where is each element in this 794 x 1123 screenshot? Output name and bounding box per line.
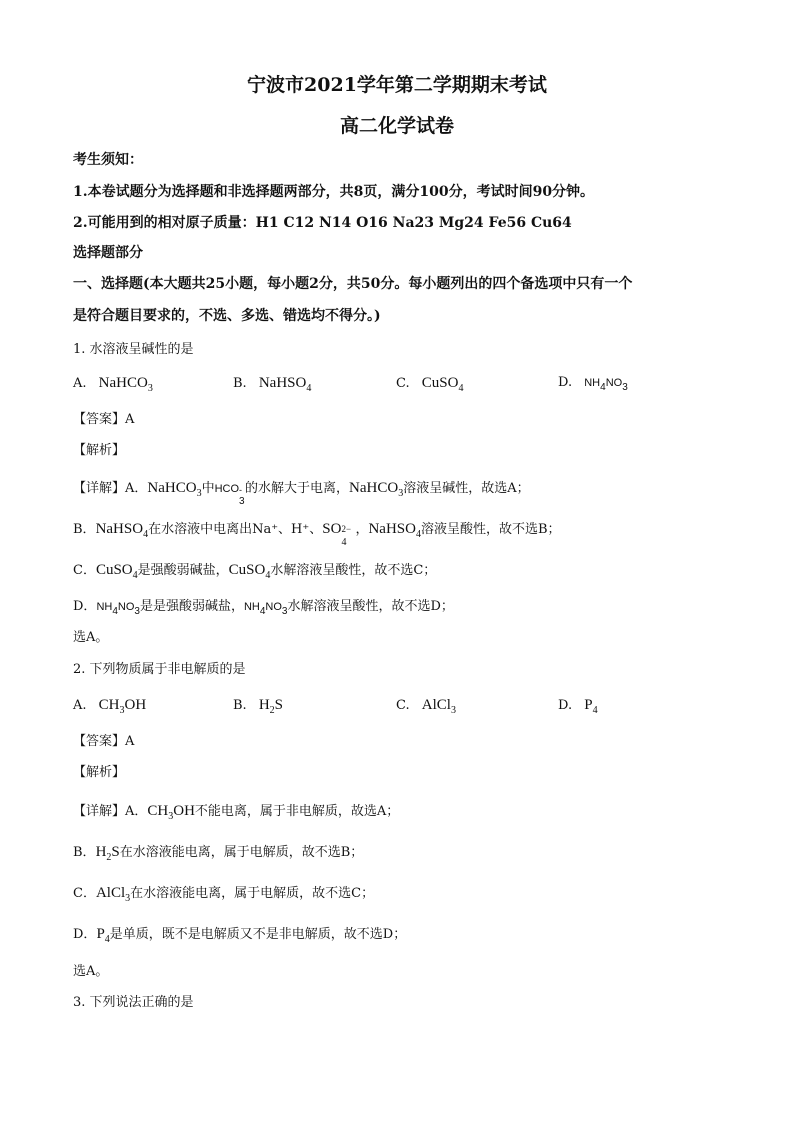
q2-a-tail: OH (124, 697, 147, 713)
q1-option-d (558, 373, 628, 393)
q1-c-base: CuSO (421, 375, 459, 391)
q2-detail-b (73, 842, 363, 863)
q2-detail-c (73, 883, 374, 904)
q1-conclusion: 选A。 (73, 630, 109, 645)
q1-db-f2 (368, 521, 421, 540)
q1-d-sub: 4 (600, 382, 606, 393)
q2-db-f-base: H (95, 844, 107, 860)
q2-da-prefix: 【详解】A． (73, 804, 148, 819)
q2-db-f-sub: 2 (106, 852, 112, 863)
q1-dd-f2 (243, 601, 288, 617)
q1-d-tail: NO (605, 377, 623, 389)
q2-option-a-formula (98, 697, 147, 716)
q2-option-a (73, 695, 146, 716)
q2-db-f-tail: S (111, 844, 120, 860)
q2-dd-f-sub: 4 (104, 934, 110, 945)
q1-db-f1-sub: 4 (143, 529, 149, 540)
exam-subtitle: 高二化学试卷 (339, 115, 454, 137)
q1-option-d-letter: D. (558, 375, 573, 390)
q1-db-mid1: 在水溶液中电离出Na⁺、H⁺、 (148, 522, 323, 537)
q2-da-f-tail: OH (173, 803, 195, 819)
q2-dc-f (95, 885, 131, 904)
q2-dc-f-sub: 3 (125, 893, 131, 904)
q1-dc-f1-sub: 4 (132, 570, 138, 581)
q1-da-f1-sub: 3 (196, 488, 202, 499)
q1-db-f1-base: NaHSO (95, 521, 144, 537)
q2-c-base: AlCl (421, 697, 451, 713)
q1-answer: 【答案】A (73, 412, 135, 427)
q2-option-a-letter: A. (73, 698, 87, 713)
q2-option-d-formula (584, 697, 598, 716)
q2-detail-d (73, 924, 406, 945)
q1-db-mid2: ， (355, 522, 369, 537)
question-2-stem: 2. 下列物质属于非电解质的是 (73, 662, 246, 677)
q1-a-base: NaHCO (98, 375, 148, 391)
q1-option-c-formula (421, 375, 464, 394)
q1-da-ion-base: HCO (214, 483, 240, 495)
q1-dd-f1-sub: 4 (112, 606, 118, 617)
q1-option-b-letter: B. (233, 376, 247, 391)
q2-dd-end: 是单质，既不是电解质又不是非电解质，故不选D； (109, 927, 407, 942)
q1-db-end: 溶液呈酸性，故不选B； (420, 522, 561, 537)
q2-d-sub: 4 (592, 705, 598, 716)
q2-a-base: CH (98, 697, 120, 713)
q2-da-f (147, 803, 195, 822)
q1-da-f1-base: NaHCO (147, 480, 197, 496)
q2-db-f (95, 844, 120, 863)
q1-dd-prefix: D． (73, 599, 97, 614)
q1-da-mid1: 中 (201, 481, 215, 496)
q1-b-base: NaHSO (258, 375, 307, 391)
q1-db-f1 (95, 521, 149, 540)
q1-option-a-formula (98, 375, 153, 394)
q1-da-f1 (147, 480, 202, 499)
q1-da-f2-base: NaHCO (349, 480, 399, 496)
q2-dd-f-base: P (96, 926, 105, 942)
q2-dd-f (96, 926, 110, 945)
q2-da-end: 不能电离，属于非电解质，故选A； (194, 804, 400, 819)
q2-option-d (558, 695, 598, 716)
q1-dc-f2-base: CuSO (228, 562, 266, 578)
q2-b-tail: S (274, 697, 284, 713)
question-3-stem: 3. 下列说法正确的是 (73, 995, 194, 1010)
q1-option-b-formula (258, 375, 312, 394)
q1-dd-f2-base: NH (243, 601, 260, 613)
exam-title: 宁波市2021学年第二学期期末考试 (247, 74, 547, 96)
q2-a-sub: 3 (119, 705, 125, 716)
q2-conclusion: 选A。 (73, 964, 109, 979)
q2-option-b (233, 695, 283, 716)
q1-detail-b (73, 519, 561, 548)
section-intro-line-2: 是符合题目要求的，不选、多选、错选均不得分。) (73, 308, 381, 324)
q2-option-b-letter: B. (233, 698, 247, 713)
q1-dc-prefix: C． (73, 563, 96, 578)
q2-option-c-formula (421, 697, 456, 716)
q2-da-f-base: CH (147, 803, 169, 819)
q1-dd-f1 (96, 601, 140, 617)
q1-da-mid2: 的水解大于电离， (245, 481, 350, 496)
q2-b-base: H (258, 697, 270, 713)
q1-dc-f2 (228, 562, 271, 581)
q1-db-prefix: B． (73, 522, 96, 537)
q1-b-sub: 4 (306, 383, 312, 394)
q1-detail-d (73, 597, 454, 617)
q1-dd-mid1: 是是强酸弱碱盐， (139, 599, 244, 614)
q1-db-ion-base: SO (322, 521, 342, 537)
q1-a-sub: 3 (147, 383, 153, 394)
q1-detail-a (73, 478, 530, 507)
q1-da-ion: HCO - 3 (214, 483, 245, 507)
q2-da-f-sub: 3 (168, 811, 174, 822)
notice-item-2: 2.可能用到的相对原子质量：H1 C12 N14 O16 Na23 Mg24 Fe56 Cu64 (73, 215, 572, 231)
q1-option-d-formula (584, 377, 628, 393)
q1-c-sub: 4 (458, 383, 464, 394)
q1-d-tail-sub: 3 (622, 382, 628, 393)
q2-option-d-letter: D. (558, 698, 573, 713)
q1-dd-f1-tail-sub: 3 (134, 606, 140, 617)
notice-heading: 考生须知： (73, 152, 143, 168)
q1-dd-f2-tail-sub: 3 (281, 606, 288, 617)
q2-c-sub: 3 (450, 705, 456, 716)
q1-option-c (396, 373, 463, 394)
q2-analysis-label: 【解析】 (73, 765, 126, 780)
q2-db-prefix: B． (73, 845, 96, 860)
q2-dc-f-base: AlCl (95, 885, 126, 901)
q1-dc-f2-sub: 4 (265, 570, 271, 581)
q1-db-f2-sub: 4 (415, 529, 421, 540)
q2-detail-a (73, 801, 399, 822)
q1-dd-end: 水解溶液呈酸性，故不选D； (287, 599, 454, 614)
q1-da-end: 溶液呈碱性，故选A； (403, 481, 530, 496)
q2-db-end: 在水溶液能电离，属于电解质，故不选B； (119, 845, 364, 860)
q1-da-prefix: 【详解】A． (73, 481, 148, 496)
q1-option-c-letter: C. (396, 376, 410, 391)
notice-item-1: 1.本卷试题分为选择题和非选择题两部分，共8页，满分100分，考试时间90分钟。 (73, 184, 595, 200)
q1-dd-f1-base: NH (96, 601, 113, 613)
section-intro-line-1: 一、选择题(本大题共25小题，每小题2分，共50分。每小题列出的四个备选项中只有一个 (73, 276, 633, 292)
q1-d-base: NH (584, 377, 601, 389)
q1-dd-f2-tail: NO (265, 601, 282, 613)
q1-da-f2 (349, 480, 404, 499)
q2-option-c-letter: C. (396, 698, 410, 713)
part-label: 选择题部分 (73, 245, 143, 261)
q1-dc-mid1: 是强酸弱碱盐， (137, 563, 229, 578)
q1-da-f2-sub: 3 (398, 488, 404, 499)
question-1-stem: 1. 水溶液呈碱性的是 (73, 342, 194, 357)
q2-dd-prefix: D． (73, 927, 97, 942)
q1-dc-f1 (95, 562, 138, 581)
q2-option-b-formula (258, 697, 284, 716)
q1-analysis-label: 【解析】 (73, 443, 126, 458)
q1-dd-f2-sub: 4 (259, 606, 266, 617)
q1-dc-end: 水解溶液呈酸性，故不选C； (270, 563, 437, 578)
q2-dc-prefix: C． (73, 886, 96, 901)
q1-db-f2-base: NaHSO (368, 521, 416, 537)
q2-option-c (396, 695, 456, 716)
q1-detail-c (73, 560, 436, 581)
q1-option-a (73, 373, 153, 394)
q1-db-ion: SO 2− 4 (322, 521, 352, 548)
q1-dd-f1-tail: NO (117, 601, 135, 613)
q2-d-base: P (584, 697, 593, 713)
q2-answer: 【答案】A (73, 734, 135, 749)
q1-option-b (233, 373, 311, 394)
q2-b-sub: 2 (269, 705, 275, 716)
q1-option-a-letter: A. (73, 376, 87, 391)
q1-dc-f1-base: CuSO (95, 562, 133, 578)
q2-dc-end: 在水溶液能电离，属于电解质，故不选C； (130, 886, 375, 901)
